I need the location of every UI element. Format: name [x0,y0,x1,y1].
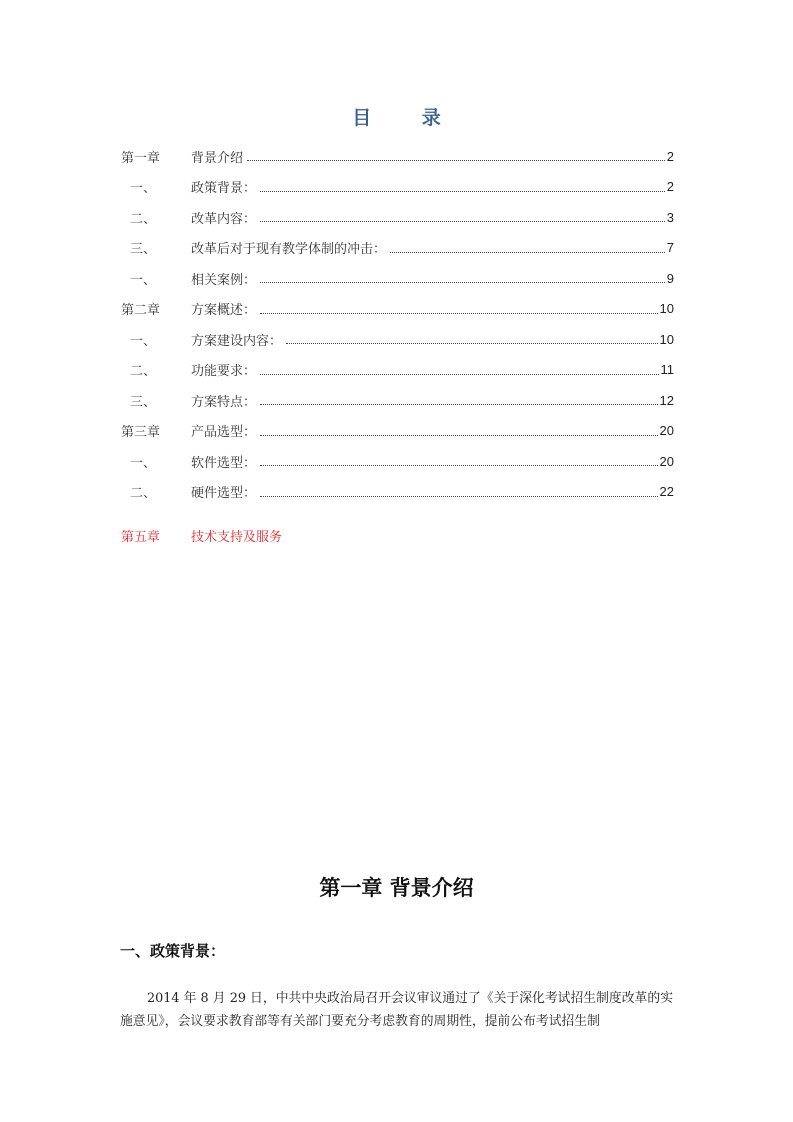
toc-dot-leader [390,251,665,253]
toc-entry-chapter-3[interactable] [121,416,674,447]
toc-dot-leader [260,403,658,405]
toc-entry-number: 第一章 [121,150,161,166]
body-paragraph: 2014 年 8 月 29 日，中共中央政治局召开会议审议通过了《关于深化考试招生制度改革的实施意见》，会议要求教育部等有关部门要充分考虑教育的周期性，提前公布考试招生制 [120,991,673,1029]
toc-entry-solution-features[interactable] [121,385,674,416]
toc-entry-number: 一、 [130,455,157,471]
toc-entry-page: 11 [660,362,674,378]
toc-entry-text: 产品选型： [191,425,257,441]
toc-dot-leader [260,281,665,283]
toc-entry-text: 方案概述： [191,303,257,319]
toc-entry-page: 12 [659,392,674,408]
toc-entry-number: 一、 [130,181,157,197]
toc-entry-number: 二、 [130,211,157,227]
toc-entry-text: 政策背景： [191,181,257,197]
toc-entry-chapter-2[interactable] [121,294,674,325]
toc-entry-text: 改革内容： [191,211,257,227]
toc-entry-number: 一、 [130,272,157,288]
toc-dot-leader [260,464,658,466]
toc-dot-leader [260,495,658,497]
toc-entry-number: 二、 [130,486,157,502]
toc-entry-number: 第二章 [121,303,161,319]
toc-entry-page: 2 [666,148,674,164]
toc-dot-leader [260,434,658,436]
toc-dot-leader [260,312,658,314]
toc-entry-number: 三、 [130,242,157,258]
toc-entry-text: 技术支持及服务 [191,530,283,545]
toc-entry-text: 相关案例： [191,272,257,288]
toc-entry-page: 22 [659,484,674,500]
chapter-heading: 第一章 背景介绍 [319,876,474,900]
toc-entry-number: 第三章 [121,425,161,441]
toc-dot-leader [247,159,665,161]
toc-entry-number: 二、 [130,364,157,380]
toc-dot-leader [260,190,665,192]
toc-entry-page: 2 [666,179,674,195]
toc-entry-page: 10 [659,301,674,317]
toc-entry-number: 三、 [130,394,157,410]
toc-entry-page: 3 [666,209,674,225]
toc-entry-text: 功能要求： [191,364,257,380]
toc-title: 目 录 [352,107,463,129]
table-of-contents [121,141,674,507]
toc-dot-leader [260,373,658,375]
toc-entry-hardware-selection[interactable] [121,477,674,508]
toc-entry-number: 第五章 [121,530,161,545]
toc-entry-page: 20 [659,423,674,439]
toc-entry-chapter-1[interactable] [121,141,674,172]
section-heading: 一、政策背景： [120,942,226,960]
toc-entry-text: 改革后对于现有教学体制的冲击： [191,242,387,258]
toc-entry-policy-background[interactable] [121,172,674,203]
toc-entry-text: 硬件选型： [191,486,257,502]
toc-entry-page: 10 [659,331,674,347]
toc-entry-text: 方案建设内容： [191,333,283,349]
toc-entry-reform-impact[interactable] [121,233,674,264]
toc-entry-page: 9 [666,270,674,286]
toc-entry-functional-requirements[interactable] [121,355,674,386]
toc-entry-page: 20 [659,453,674,469]
toc-entry-reform-content[interactable] [121,202,674,233]
toc-entry-number: 一、 [130,333,157,349]
toc-entry-software-selection[interactable] [121,446,674,477]
toc-dot-leader [260,220,665,222]
toc-entry-text: 软件选型： [191,455,257,471]
toc-entry-related-cases[interactable] [121,263,674,294]
toc-entry-solution-content[interactable] [121,324,674,355]
toc-dot-leader [286,342,658,344]
toc-entry-page: 7 [666,240,674,256]
toc-entry-text: 背景介绍 [191,150,244,166]
toc-entry-chapter-5[interactable] [121,526,286,545]
toc-entry-text: 方案特点： [191,394,257,410]
